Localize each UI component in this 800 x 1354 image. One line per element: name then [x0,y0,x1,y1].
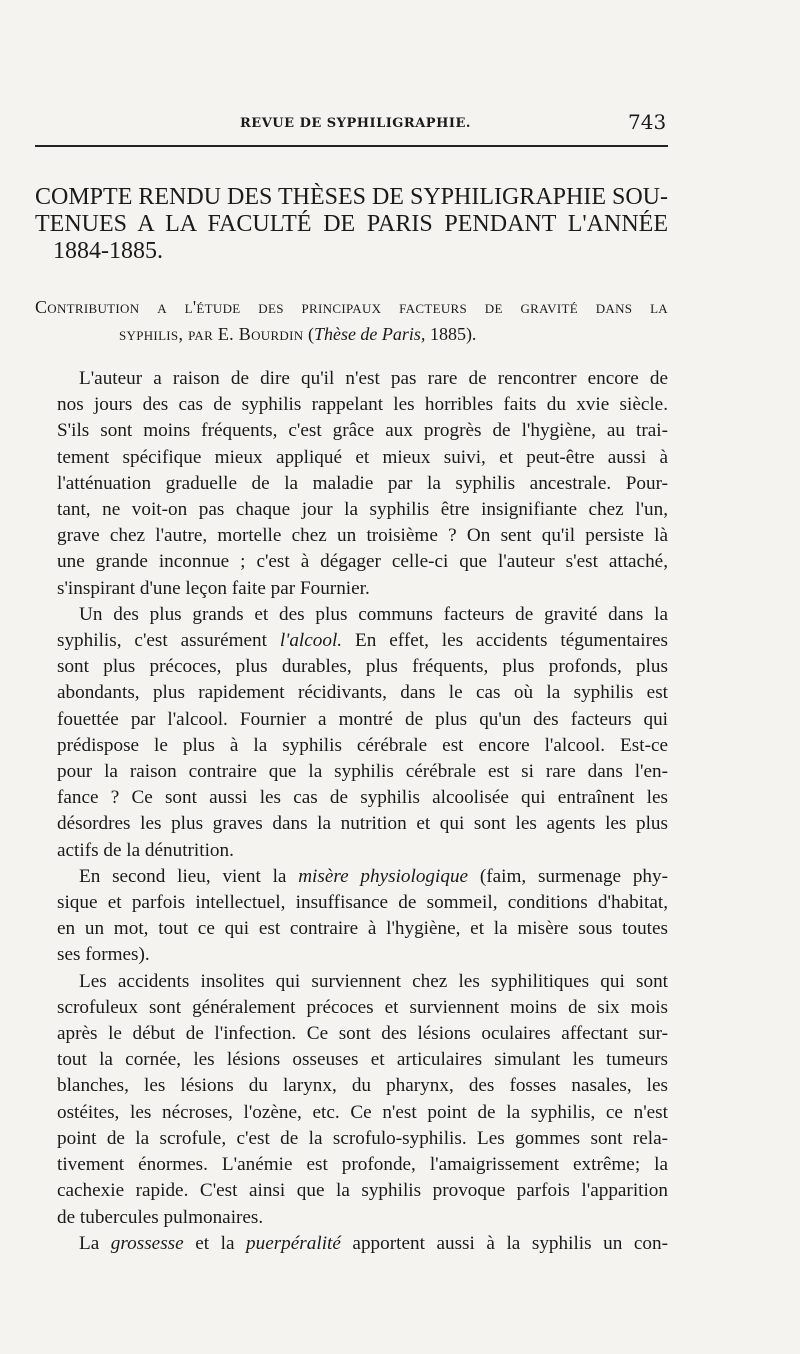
text-line: fouettée par l'alcool. Fournier a montré de plus qu'un des facteurs qui [57,708,668,730]
text-line [35,864,668,890]
subtitle-year: 1885). [425,324,477,344]
title-line: TENUES A LA FACULTÉ DE PARIS PENDANT L'ANNÉE [35,211,668,237]
text-run: En effet, les accidents tégumentaires [342,630,668,652]
running-head: REVUE DE SYPHILIGRAPHIE. [240,116,471,131]
text-line: Les accidents insolites qui surviennent chez les syphilitiques qui sont [79,970,668,992]
text-line: abondants, plus rapidement récidivants, dans le cas où la syphilis est [57,682,668,704]
text-line: cachexie rapide. C'est ainsi que la syphilis provoque parfois l'apparition [57,1180,668,1202]
text-line: sique et parfois intellectuel, insuffisance de sommeil, conditions d'habitat, [57,892,668,914]
text-line: L'auteur a raison de dire qu'il n'est pas rare de rencontrer encore de [79,368,668,389]
text-line: désordres les plus graves dans la nutrition et qui sont les agents les plus [57,813,668,835]
text-line: tivement énormes. L'anémie est profonde, l'amaigrissement extrême; la [57,1154,668,1176]
paragraph [35,602,668,864]
title-line: 1884-1885. [53,238,163,264]
subtitle-source: Thèse de Paris, [313,324,426,344]
text-run: syphilis, c'est assurément [57,630,280,652]
emphasis-grossesse: grossesse [110,1232,184,1254]
text-line: tout la cornée, les lésions osseuses et articulaires simulant les tumeurs [57,1049,668,1071]
text-line: nos jours des cas de syphilis rappelant les horribles faits du xvie siècle. [57,394,668,416]
text-run: et la [183,1232,247,1254]
subtitle-author: Bourdin [238,324,304,344]
paragraph [35,969,668,1231]
text-line: de tubercules pulmonaires. [57,1206,264,1228]
title-line: COMPTE RENDU DES THÈSES DE SYPHILIGRAPHIE SOU- [35,184,668,210]
text-line: en un mot, tout ce qui est contraire à l'hygiène, et la misère sous toutes [57,918,668,940]
text-line: s'inspirant d'une leçon faite par Fournier. [57,577,370,599]
paragraph [35,366,668,602]
text-line: tant, ne voit-on pas chaque jour la syphilis être insignifiante chez l'un, [57,499,668,521]
article-body [35,366,668,1257]
emphasis-misere: misère physiologique [298,865,469,887]
text-line: ses formes). [57,944,150,966]
article-title [35,184,668,265]
text-line [35,1231,668,1257]
text-run: (faim, surmenage phy- [468,865,668,887]
article-subtitle [35,294,668,348]
subtitle-line [35,321,668,348]
text-line: grave chez l'autre, mortelle chez un troisième ? On sent qu'il persiste là [57,525,668,547]
text-line: après le début de l'infection. Ce sont des lésions oculaires affectant sur- [57,1023,668,1045]
text-line: Un des plus grands et des plus communs facteurs de gravité dans la [79,603,668,625]
text-line: prédispose le plus à la syphilis cérébrale est encore l'alcool. Est-ce [57,734,668,756]
subtitle-paren: ( [303,324,314,344]
page-number: 743 [628,110,667,134]
text-line: sont plus précoces, plus durables, plus fréquents, plus profonds, plus [57,656,668,678]
text-line: blanches, les lésions du larynx, du pharynx, des fosses nasales, les [57,1075,668,1097]
paragraph [35,1231,668,1257]
text-line: l'atténuation graduelle de la maladie par la syphilis ancestrale. Pour- [57,472,668,494]
text-line: actifs de la dénutrition. [57,839,234,861]
text-line: point de la scrofule, c'est de la scrofulo-syphilis. Les gommes sont rela- [57,1127,668,1149]
subtitle-line: Contribution a l'étude des principaux facteurs de gravité dans la [35,297,668,317]
paragraph [35,864,668,969]
emphasis-puerperalite: puerpéralité [246,1232,341,1254]
text-line: ostéites, les nécroses, l'ozène, etc. Ce n'est point de la syphilis, ce n'est [57,1101,668,1123]
emphasis-alcool: l'alcool. [279,630,343,652]
text-line: fance ? Ce sont aussi les cas de syphilis alcoolisée qui entraînent les [57,787,668,809]
text-line: tement spécifique mieux appliqué et mieux suivi, et peut-être aussi à [57,446,668,468]
header-rule [35,145,668,147]
text-line [35,628,668,654]
subtitle-text: syphilis, par E. [119,324,239,344]
text-run: En second lieu, vient la [79,865,299,887]
text-line: S'ils sont moins fréquents, c'est grâce aux progrès de l'hygiène, au trai- [57,420,668,442]
text-run: La [79,1232,111,1254]
text-line: scrofuleux sont généralement précoces et surviennent moins de six mois [57,996,668,1018]
text-run: apportent aussi à la syphilis un con- [340,1232,668,1254]
text-line: pour la raison contraire que la syphilis cérébrale est si rare dans l'en- [57,761,668,783]
text-line: une grande inconnue ; c'est à dégager celle-ci que l'auteur s'est attaché, [57,551,668,573]
